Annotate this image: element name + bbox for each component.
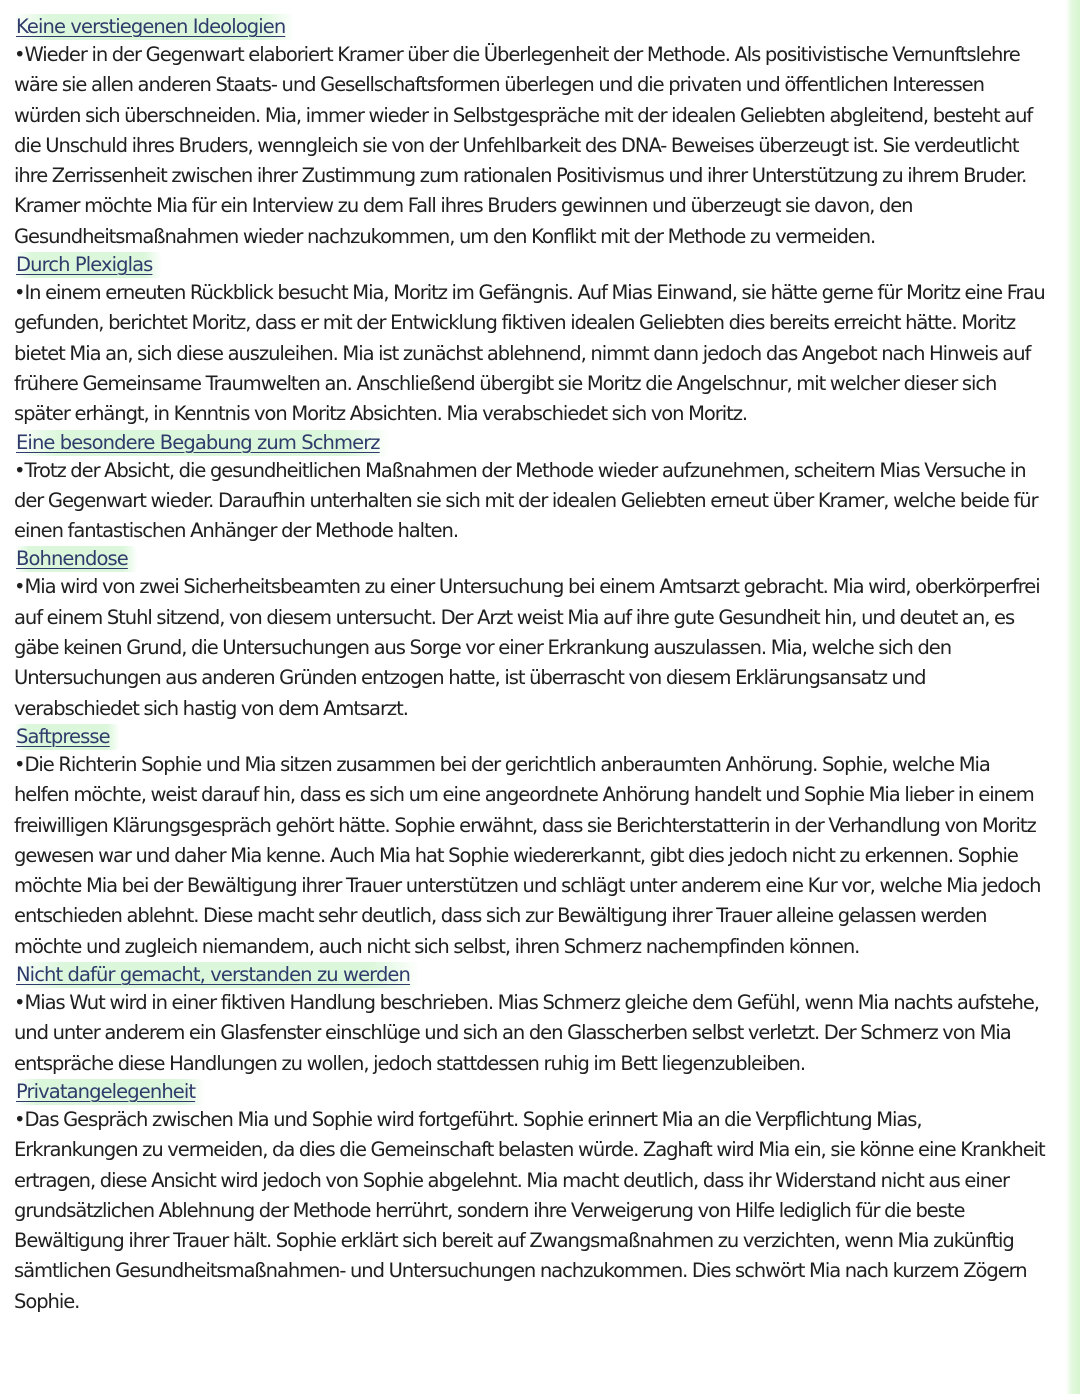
section-paragraph: •Wieder in der Gegenwart elaboriert Kramer über die Überlegenheit der Methode. Als positivistische Vernunftslehre wäre sie allen anderen Staats- und Gesellschaftsformen überlegen und die privaten und öffentlichen Interessen würden sich überschneiden. Mia, immer wieder in Selbstgespräche mit der idealen Geliebten abgleitend, besteht auf die Unschuld ihres Bruders, wenngleich sie von der Unfehlbarkeit des DNA- Beweises überzeugt ist. Sie verdeutlicht ihre Zerrissenheit zwischen ihrer Zustimmung zum rationalen Positivismus und ihrer Unterstützung zu ihrem Bruder. Kramer möchte Mia für ein Interview zu dem Fall ihres Bruders gewinnen und überzeugt sie davon, den Gesundheitsmaßnahmen wieder nachzukommen, um den Konflikt mit der Methode zu vermeiden. (14, 43, 1033, 248)
section-heading: Saftpresse (14, 724, 120, 750)
section-paragraph: •Mias Wut wird in einer fiktiven Handlung beschrieben. Mias Schmerz gleiche dem Gefühl, wenn Mia nachts aufstehe, und unter anderem ein Glasfenster einschlüge und sich an den Glasscherben selbst verletzt. Der Schmerz von Mia entspräche diese Handlungen zu wollen, jedoch stattdessen ruhig im Bett liegenzubleiben. (14, 991, 1039, 1075)
section-durch-plexiglas (14, 252, 1046, 429)
section-paragraph: •Das Gespräch zwischen Mia und Sophie wird fortgeführt. Sophie erinnert Mia an die Verpflichtung Mias, Erkrankungen zu vermeiden, da dies die Gemeinschaft belasten würde. Zaghaft wird Mia ein, sie könne eine Krankheit ertragen, diese Ansicht wird jedoch von Sophie abgelehnt. Mia macht deutlich, dass ihr Widerstand nicht aus einer grundsätzlichen Ablehnung der Methode herrührt, sondern ihre Verweigerung von Hilfe lediglich für die beste Bewältigung ihrer Trauer hält. Sophie erklärt sich bereit auf Zwangsmaßnahmen zu verzichten, wenn Mia zukünftig sämtlichen Gesundheitsmaßnahmen- und Untersuchungen nachzukommen. Dies schwört Mia nach kurzem Zögern Sophie. (14, 1107, 1045, 1313)
section-besondere-begabung (14, 430, 1046, 547)
section-heading: Eine besondere Begabung zum Schmerz (14, 430, 390, 456)
section-heading: Durch Plexiglas (14, 252, 162, 278)
section-privatangelegenheit (14, 1079, 1046, 1317)
section-paragraph: •Mia wird von zwei Sicherheitsbeamten zu einer Untersuchung bei einem Amtsarzt gebracht. Mia wird, oberkörperfrei auf einem Stuhl sitzend, von diesem untersucht. Der Arzt weist Mia auf ihre gute Gesundheit hin, und deutet an, es gäbe keinen Grund, die Untersuchungen aus Sorge vor einer Erkrankung auszulassen. Mia, welche sich den Untersuchungen aus anderen Gründen entzogen hatte, ist überrascht von diesem Erklärungsansatz und verabschiedet sich hastig von dem Amtsarzt. (14, 575, 1040, 720)
section-paragraph: •In einem erneuten Rückblick besucht Mia, Moritz im Gefängnis. Auf Mias Einwand, sie hätte gerne für Moritz eine Frau gefunden, berichtet Moritz, dass er mit der Entwicklung fiktiven idealen Geliebten dies bereits erreicht hätte. Moritz bietet Mia an, sich diese auszuleihen. Mia ist zunächst ablehnend, nimmt dann jedoch das Angebot nach Hinweis auf frühere Gemeinsame Traumwelten an. Anschließend übergibt sie Moritz die Angelschnur, mit welcher dieser sich später erhängt, in Kenntnis von Moritz Absichten. Mia verabschiedet sich von Moritz. (14, 281, 1045, 426)
section-paragraph: •Die Richterin Sophie und Mia sitzen zusammen bei der gerichtlich anberaumten Anhörung. Sophie, welche Mia helfen möchte, weist darauf hin, dass es sich um eine angeordnete Anhörung handelt und Sophie Mia lieber in einem freiwilligen Klärungsgespräch gehört hätte. Sophie erwähnt, dass sie Berichterstatterin in der Verhandlung von Moritz gewesen war und daher Mia kenne. Auch Mia hat Sophie wiedererkannt, gibt dies jedoch nicht zu erkennen. Sophie möchte Mia bei der Bewältigung ihrer Trauer unterstützen und schlägt unter anderem eine Kur vor, welche Mia jedoch entschieden ablehnt. Diese macht sehr deutlich, dass sich zur Bewältigung ihrer Trauer alleine gelassen werden möchte und zugleich niemandem, auch nicht sich selbst, ihren Schmerz nachempfinden können. (14, 752, 1041, 958)
section-keine-verstiegenen-ideologien (14, 14, 1046, 252)
section-paragraph: •Trotz der Absicht, die gesundheitlichen Maßnahmen der Methode wieder aufzunehmen, scheitern Mias Versuche in der Gegenwart wieder. Daraufhin unterhalten sie sich mit der idealen Geliebten erneut über Kramer, welche beide für einen fantastischen Anhänger der Methode halten. (14, 458, 1038, 543)
section-nicht-dafuer-gemacht (14, 962, 1046, 1079)
section-heading: Privatangelegenheit (14, 1079, 205, 1105)
section-bohnendose (14, 546, 1046, 723)
section-heading: Keine verstiegenen Ideologien (14, 14, 295, 40)
section-heading: Bohnendose (14, 546, 138, 572)
page-edge-decoration (1066, 0, 1080, 1394)
section-saftpresse (14, 724, 1046, 962)
section-heading: Nicht dafür gemacht, verstanden zu werden (14, 962, 420, 988)
